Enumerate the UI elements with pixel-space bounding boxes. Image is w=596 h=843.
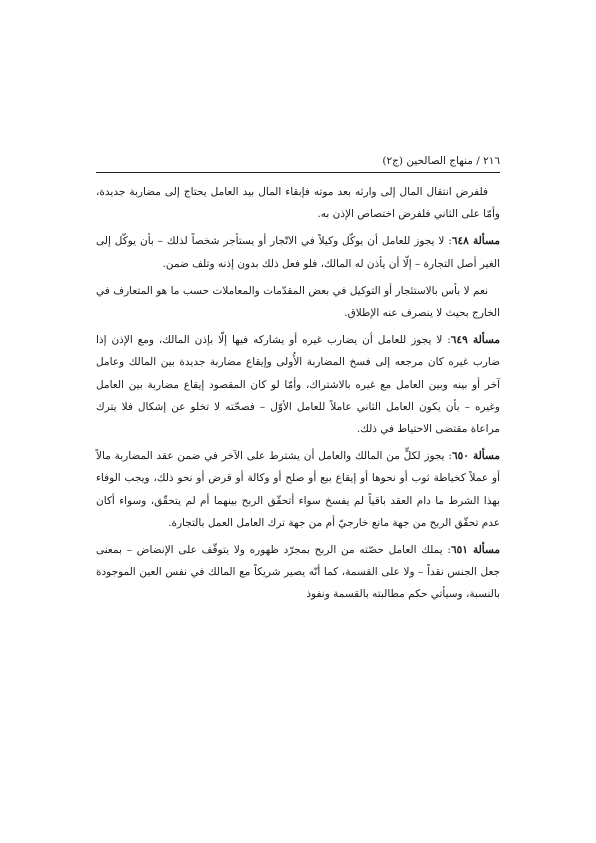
masala-label: مسألة ٦٤٨ xyxy=(451,235,500,248)
paragraph-masala-649 xyxy=(96,329,500,440)
paragraph-masala-648 xyxy=(96,230,500,274)
running-head xyxy=(96,152,500,170)
paragraph-text: : لا يجوز للعامل أن يوكّل وكيلاً في الاتّجار أو يستأجر شخصاً لذلك – بأن يوكّل إلى الغير أصل التجارة – إلّا أن يأذن له المالك، فلو فعل ذلك بدون إذنه وتلف ضمن. xyxy=(96,235,500,270)
paragraph-continuation xyxy=(96,181,500,225)
paragraph-text: : يجوز لكلٍّ من المالك والعامل أن يشترط على الآخر في ضمن عقد المضاربة مالاً أو عملاً كخياطة ثوب أو نحوها أو إيقاع بيع أو صلح أو وكالة أو قرض أو نحو ذلك، ويجب الوفاء بهذا الشرط ما دام العقد باقياً لم يفسخ سواء أتحقّق الربح بينهما أم لم يتحقّق، وسواء أكان عدم تحقّق الربح من جهة مانع خارجيّ أم من جهة ترك العامل العمل بالتجارة. xyxy=(96,450,500,529)
masala-label: مسألة ٦٥٠ xyxy=(451,450,500,463)
paragraph-text: فلفرض انتقال المال إلى وارثه بعد موته فإبقاء المال بيد العامل يحتاج إلى مضاربة جديدة، وأمّا على الثاني فلفرض اختصاص الإذن به. xyxy=(96,186,500,221)
paragraph-masala-650 xyxy=(96,445,500,534)
paragraph-text: : لا يجوز للعامل أن يضارب غيره أو يشاركه فيها إلّا بإذن المالك، ومع الإذن إذا ضارب غيره كان مرجعه إلى فسخ المضاربة الأُولى وإيقاع مضاربة جديدة بين المالك وعامل آخر أو بينه وبين العامل مع غيره بالاشتراك، وأمّا لو كان المقصود إيقاع مضاربة بين العامل وغيره – بأن يكون العامل الثاني عاملاً للعامل الأوّل – فصحّته لا تخلو عن إشكال فلا يترك مراعاة مقتضى الاحتياط في ذلك. xyxy=(96,334,500,436)
paragraph-note xyxy=(96,280,500,324)
header-divider xyxy=(96,172,500,173)
paragraph-masala-651 xyxy=(96,539,500,606)
paragraph-text: : يملك العامل حصّته من الربح بمجرّد ظهوره ولا يتوقّف على الإنضاض – بمعنى جعل الجنس نقداً – ولا على القسمة، كما أنّه يصير شريكاً مع المالك في نفس العين الموجودة بالنسبة، وسيأتي حكم مطالبته بالقسمة ونفوذ xyxy=(96,544,500,601)
running-head-text: ٢١٦ / منهاج الصالحين (ج٢) xyxy=(382,155,500,167)
masala-label: مسألة ٦٤٩ xyxy=(450,334,500,347)
paragraph-text: نعم لا بأس بالاستئجار أو التوكيل في بعض المقدّمات والمعاملات حسب ما هو المتعارف في الخارج بحيث لا ينصرف عنه الإطلاق. xyxy=(96,284,500,320)
body-text xyxy=(96,181,500,606)
masala-label: مسألة ٦٥١ xyxy=(450,544,500,557)
